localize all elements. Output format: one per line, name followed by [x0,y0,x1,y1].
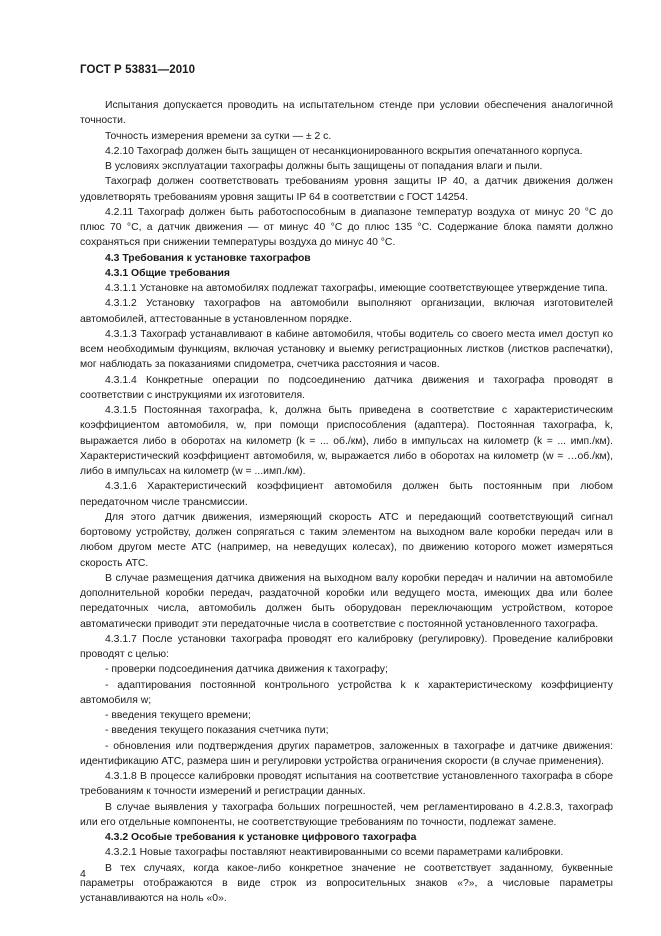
paragraph: 4.2.10 Тахограф должен быть защищен от несанкционированного вскрытия опечатанного корпуса. [105,145,583,157]
paragraph: Испытания допускается проводить на испытательном стенде при условии обеспечения аналогичной точности. [80,100,613,127]
paragraph: В случае выявления у тахографа больших погрешностей, чем регламентировано в 4.2.8.3, тахограф или его отдельные компоненты, не соответствующие требованиям по точности, подлежат замене. [80,801,613,828]
paragraph: 4.3.1.4 Конкретные операции по подсоединению датчика движения и тахографа проводят в соответствии с инструкциями их изготовителя. [80,374,613,401]
paragraph: Точность измерения времени за сутки — ± 2 с. [105,130,332,142]
page-number: 4 [80,868,86,880]
paragraph: 4.2.11 Тахограф должен быть работоспособным в диапазоне температур воздуха от минус 20 °С до плюс 70 °С, а датчик движения — от минус 40 °С до плюс 135 °С. Содержание блока памяти должно сохраняться при снижении температуры воздуха до минус 40 °С. [80,206,613,249]
paragraph: В случае размещения датчика движения на выходном валу коробки передач и наличии на автомобиле дополнительной коробки передач, раздаточной коробки или ведущего моста, имеющих два или более передаточных числа, автомобиль должен быть оборудован переключающим устройством, которое автоматически приводит эти передаточные числа в соответствие с постоянной установленного тахографа. [80,572,613,630]
list-item: - введения текущего времени; [105,710,251,721]
list-item: - адаптирования постоянной контрольного устройства k к характеристическому коэффициенту автомобиля w; [80,679,613,706]
paragraph: Тахограф должен соответствовать требованиям уровня защиты IP 40, а датчик движения должен удовлетворять требованиям уровня защиты IP 64 в соответствии с ГОСТ 14254. [80,176,613,203]
paragraph: 4.3.1.5 Постоянная тахографа, k, должна быть приведена в соответствие с характеристическим коэффициентом автомобиля, w, при помощи приспособления (адаптера). Постоянная тахографа, k, выражается либо в оборотах на километр (k = ... об./км), либо в импульсах на километр (k = ... имп./км). Характеристический коэффициент автомобиля, w, выражается либо в оборотах на километр (w = …об./км), либо в импульсах на километр (w = ...имп./км). [80,405,613,477]
paragraph: В условиях эксплуатации тахографы должны быть защищены от попадания влаги и пыли. [105,161,543,172]
list-item: - обновления или подтверждения других параметров, заложенных в тахографе и датчике движения: идентификацию АТС, размера шин и регулировки устройства ограничения скорости (в случае применения). [80,740,613,767]
document-body [80,98,613,906]
section-heading: 4.3 Требования к установке тахографов [105,252,311,264]
section-heading: 4.3.2 Особые требования к установке цифрового тахографа [105,832,417,843]
list-item: - введения текущего показания счетчика пути; [105,725,329,737]
paragraph: 4.3.1.7 После установки тахографа проводят его калибровку (регулировку). Проведение калибровки проводят с целью: [80,633,613,660]
paragraph: 4.3.1.3 Тахограф устанавливают в кабине автомобиля, чтобы водитель со своего места имел доступ ко всем необходимым функциям, включая установку и выемку регистрационных листков (листков распечатки), мог наблюдать за показаниями спидометра, счетчика расстояния и часов. [80,328,613,371]
paragraph: 4.3.1.1 Установке на автомобилях подлежат тахографы, имеющие соответствующее утверждение типа. [105,283,608,294]
paragraph: В тех случаях, когда какое-либо конкретное значение не соответствует заданному, буквенные параметры отображаются в виде строк из вопросительных знаков «?», а числовые параметры устанавливаются на ноль «0». [80,862,613,904]
list-item: - проверки подсоединения датчика движения к тахографу; [105,664,388,676]
paragraph: 4.3.1.2 Установку тахографов на автомобили выполняют организации, включая изготовителей автомобилей, аттестованные в установленном порядке. [80,298,613,325]
document-header: ГОСТ Р 53831—2010 [80,64,196,76]
paragraph: 4.3.1.8 В процессе калибровки проводят испытания на соответствие установленного тахографа в сборе требованиям к точности измерений и регистрации данных. [80,771,613,798]
paragraph: 4.3.2.1 Новые тахографы поставляют неактивированными со всеми параметрами калибровки. [105,847,564,859]
paragraph: Для этого датчик движения, измеряющий скорость АТС и передающий соответствующий сигнал бортовому устройству, должен сопрягаться с таким элементом на выходном вале коробки передач или в любом другом месте АТС (например, на неведущих колесах), по движению которого может измеряться скорость АТС. [80,511,613,569]
paragraph: 4.3.1.6 Характеристический коэффициент автомобиля должен быть постоянным при любом передаточном числе трансмиссии. [80,481,613,508]
section-heading: 4.3.1 Общие требования [105,267,230,279]
